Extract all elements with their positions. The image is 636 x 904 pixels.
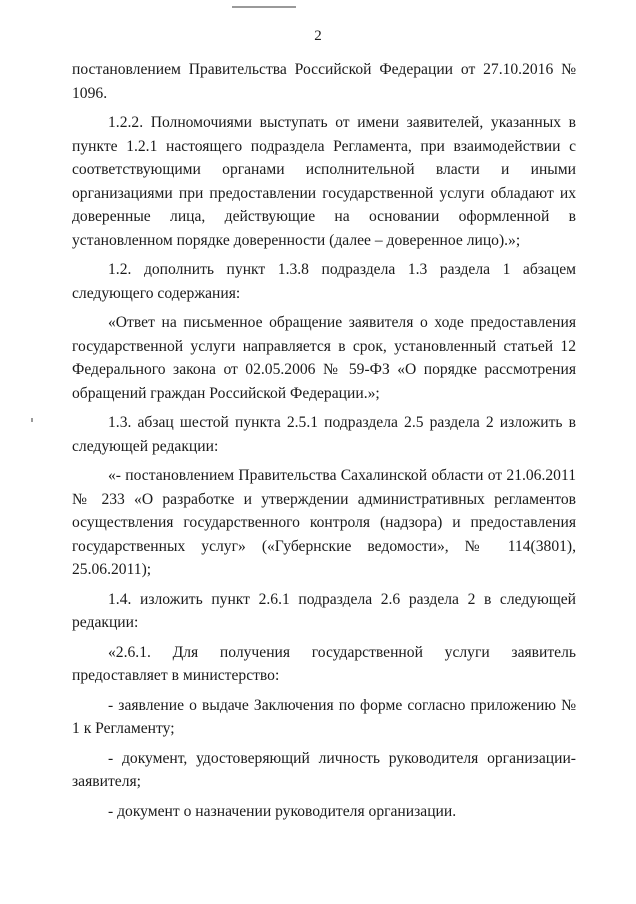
paragraph-1-2-2: 1.2.2. Полномочиями выступать от имени заявителей, указанных в пункте 1.2.1 настоящего подраздела Регламента, при взаимодействии с соответствующими органами исполнительной власти и иными организациями при предоставлении государственной услуги обладают их доверенные лица, действующие на основании оформленной в установленном порядке доверенности (далее – доверенное лицо).»; xyxy=(72,114,576,249)
paragraph-quote-resolution: «- постановлением Правительства Сахалинской области от 21.06.2011 № 233 «О разработке и утверждении административных регламентов осуществления государственного контроля (надзора) и предоставления государственных услуг» («Губернские ведомости», № 114(3801), 25.06.2011); xyxy=(72,467,576,578)
paragraph-quote-2-6-1: «2.6.1. Для получения государственной услуги заявитель предоставляет в министерство: xyxy=(72,643,576,684)
scan-artifact-left xyxy=(31,418,33,422)
list-item-identity-document: - документ, удостоверяющий личность руководителя организации-заявителя; xyxy=(72,749,576,790)
page-number: 2 xyxy=(314,28,322,44)
paragraph-continuation: постановлением Правительства Российской Федерации от 27.10.2016 № 1096. xyxy=(72,61,576,102)
paragraph-amendment-1-4: 1.4. изложить пункт 2.6.1 подраздела 2.6 раздела 2 в следующей редакции: xyxy=(72,590,576,631)
list-item-application: - заявление о выдаче Заключения по форме согласно приложению № 1 к Регламенту; xyxy=(72,696,576,737)
list-item-appointment-document: - документ о назначении руководителя организации. xyxy=(108,802,457,820)
paragraph-amendment-1-3: 1.3. абзац шестой пункта 2.5.1 подраздела 2.5 раздела 2 изложить в следующей редакции: xyxy=(72,414,576,455)
document-body xyxy=(72,58,576,823)
paragraph-quote-response: «Ответ на письменное обращение заявителя о ходе предоставления государственной услуги направляется в срок, установленный статьей 12 Федерального закона от 02.05.2006 № 59-ФЗ «О порядке рассмотрения обращений граждан Российской Федерации.»; xyxy=(72,314,576,402)
paragraph-amendment-1-2: 1.2. дополнить пункт 1.3.8 подраздела 1.3 раздела 1 абзацем следующего содержания: xyxy=(72,261,576,302)
scan-artifact-top xyxy=(232,6,296,8)
